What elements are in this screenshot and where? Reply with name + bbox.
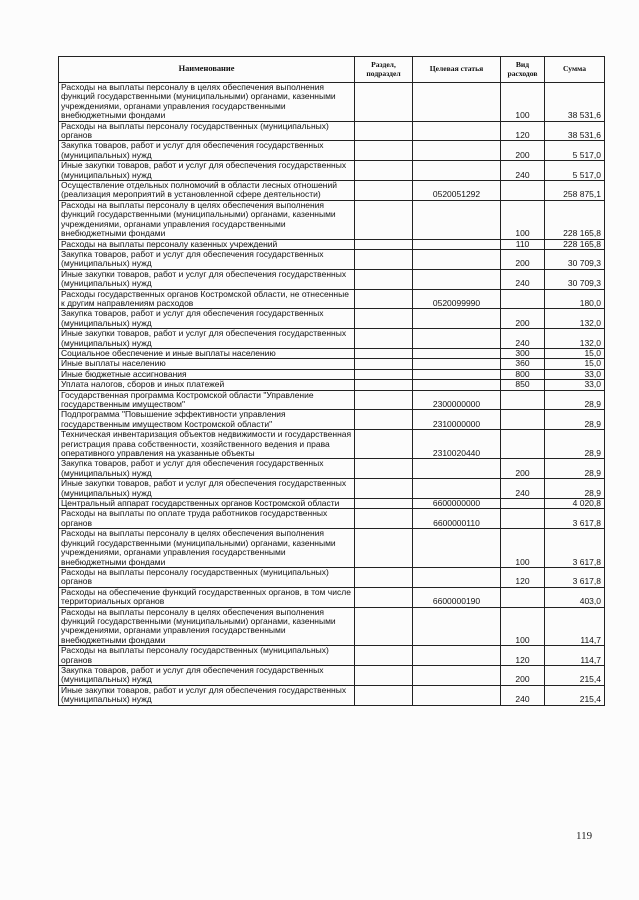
cell-kind: 120 [501, 567, 545, 587]
cell-kind [501, 289, 545, 309]
cell-kind: 200 [501, 141, 545, 161]
cell-target [413, 380, 501, 390]
cell-sum: 228 165,8 [545, 239, 605, 249]
cell-sum: 30 709,3 [545, 249, 605, 269]
cell-kind: 360 [501, 359, 545, 369]
table-row [59, 665, 605, 685]
cell-kind [501, 499, 545, 509]
cell-kind: 200 [501, 665, 545, 685]
cell-kind: 110 [501, 239, 545, 249]
table-row [59, 459, 605, 479]
cell-target: 2300000000 [413, 390, 501, 410]
cell-target [413, 309, 501, 329]
table-row [59, 348, 605, 358]
cell-sum: 114,7 [545, 607, 605, 646]
table-row [59, 309, 605, 329]
cell-sum: 28,9 [545, 459, 605, 479]
cell-kind: 300 [501, 348, 545, 358]
table-row [59, 359, 605, 369]
table-row [59, 289, 605, 309]
cell-kind [501, 587, 545, 607]
cell-name: Закупка товаров, работ и услуг для обеспечения государственных (муниципальных) нужд [59, 141, 355, 161]
header-name: Наименование [59, 57, 355, 83]
cell-sum: 38 531,6 [545, 83, 605, 122]
cell-section [355, 479, 413, 499]
cell-target [413, 200, 501, 239]
cell-name: Расходы на выплаты персоналу в целях обеспечения выполнения функций государственными (муниципальными) органами, казенными учреждениями, органами управления государственными внебюджетными фондами [59, 529, 355, 568]
cell-sum: 215,4 [545, 665, 605, 685]
table-row [59, 161, 605, 181]
cell-name: Расходы на выплаты персоналу государственных (муниципальных) органов [59, 646, 355, 666]
cell-section [355, 646, 413, 666]
cell-target: 0520051292 [413, 181, 501, 201]
table-row [59, 529, 605, 568]
cell-kind: 850 [501, 380, 545, 390]
cell-section [355, 200, 413, 239]
table-row [59, 181, 605, 201]
cell-name: Иные закупки товаров, работ и услуг для обеспечения государственных (муниципальных) нужд [59, 479, 355, 499]
cell-sum: 15,0 [545, 359, 605, 369]
header-kind: Вид расходов [501, 57, 545, 83]
cell-name: Закупка товаров, работ и услуг для обеспечения государственных (муниципальных) нужд [59, 309, 355, 329]
cell-sum: 132,0 [545, 329, 605, 349]
cell-target [413, 239, 501, 249]
table-row [59, 646, 605, 666]
cell-name: Расходы на выплаты персоналу казенных учреждений [59, 239, 355, 249]
cell-name: Расходы на выплаты по оплате труда работников государственных органов [59, 509, 355, 529]
cell-kind: 100 [501, 607, 545, 646]
cell-section [355, 181, 413, 201]
cell-sum: 132,0 [545, 309, 605, 329]
cell-section [355, 269, 413, 289]
cell-section [355, 348, 413, 358]
cell-target [413, 369, 501, 379]
cell-section [355, 509, 413, 529]
cell-target: 2310000000 [413, 410, 501, 430]
cell-section [355, 607, 413, 646]
cell-sum: 28,9 [545, 430, 605, 459]
cell-sum: 28,9 [545, 410, 605, 430]
cell-section [355, 309, 413, 329]
cell-name: Расходы на выплаты персоналу в целях обеспечения выполнения функций государственными (муниципальными) органами, казенными учреждениями, органами управления государственными внебюджетными фондами [59, 607, 355, 646]
cell-name: Закупка товаров, работ и услуг для обеспечения государственных (муниципальных) нужд [59, 665, 355, 685]
cell-name: Расходы на выплаты персоналу в целях обеспечения выполнения функций государственными (муниципальными) органами, казенными учреждениями, органами управления государственными внебюджетными фондами [59, 200, 355, 239]
cell-target [413, 269, 501, 289]
cell-name: Иные выплаты населению [59, 359, 355, 369]
cell-section [355, 390, 413, 410]
cell-target [413, 161, 501, 181]
cell-section [355, 685, 413, 705]
cell-sum: 3 617,8 [545, 529, 605, 568]
cell-kind: 120 [501, 121, 545, 141]
cell-target [413, 459, 501, 479]
cell-kind: 200 [501, 249, 545, 269]
cell-kind: 120 [501, 646, 545, 666]
cell-section [355, 380, 413, 390]
cell-target: 6600000190 [413, 587, 501, 607]
cell-section [355, 141, 413, 161]
cell-sum: 3 617,8 [545, 567, 605, 587]
cell-sum: 5 517,0 [545, 161, 605, 181]
cell-section [355, 410, 413, 430]
cell-section [355, 121, 413, 141]
cell-name: Закупка товаров, работ и услуг для обеспечения государственных (муниципальных) нужд [59, 249, 355, 269]
cell-target [413, 665, 501, 685]
cell-kind: 240 [501, 161, 545, 181]
cell-name: Уплата налогов, сборов и иных платежей [59, 380, 355, 390]
cell-name: Иные закупки товаров, работ и услуг для обеспечения государственных (муниципальных) нужд [59, 685, 355, 705]
table-row [59, 200, 605, 239]
page-number: 119 [576, 830, 593, 842]
cell-sum: 30 709,3 [545, 269, 605, 289]
cell-section [355, 459, 413, 479]
cell-kind: 800 [501, 369, 545, 379]
cell-target [413, 607, 501, 646]
cell-target: 6600000000 [413, 499, 501, 509]
table-row [59, 567, 605, 587]
cell-sum: 5 517,0 [545, 141, 605, 161]
cell-sum: 4 020,8 [545, 499, 605, 509]
table-row [59, 380, 605, 390]
table-row [59, 685, 605, 705]
cell-name: Расходы на выплаты персоналу государственных (муниципальных) органов [59, 121, 355, 141]
header-section: Раздел, подраздел [355, 57, 413, 83]
cell-name: Расходы на выплаты персоналу государственных (муниципальных) органов [59, 567, 355, 587]
cell-name: Техническая инвентаризация объектов недвижимости и государственная регистрация права собственности, хозяйственного ведения и права оперативного управления на указанные объекты [59, 430, 355, 459]
cell-section [355, 329, 413, 349]
cell-section [355, 359, 413, 369]
cell-sum: 38 531,6 [545, 121, 605, 141]
budget-table [58, 56, 605, 706]
cell-kind: 240 [501, 329, 545, 349]
cell-section [355, 249, 413, 269]
cell-target: 6600000110 [413, 509, 501, 529]
cell-target [413, 529, 501, 568]
cell-section [355, 567, 413, 587]
table-row [59, 430, 605, 459]
cell-sum: 114,7 [545, 646, 605, 666]
cell-sum: 403,0 [545, 587, 605, 607]
header-target: Целевая статья [413, 57, 501, 83]
cell-sum: 228 165,8 [545, 200, 605, 239]
cell-target [413, 83, 501, 122]
cell-sum: 15,0 [545, 348, 605, 358]
cell-target [413, 359, 501, 369]
cell-section [355, 369, 413, 379]
cell-target [413, 567, 501, 587]
cell-sum: 215,4 [545, 685, 605, 705]
cell-kind: 200 [501, 309, 545, 329]
table-row [59, 509, 605, 529]
cell-section [355, 430, 413, 459]
cell-name: Иные бюджетные ассигнования [59, 369, 355, 379]
cell-name: Расходы на выплаты персоналу в целях обеспечения выполнения функций государственными (муниципальными) органами, казенными учреждениями, органами управления государственными внебюджетными фондами [59, 83, 355, 122]
cell-section [355, 161, 413, 181]
table-row [59, 410, 605, 430]
cell-section [355, 529, 413, 568]
cell-kind: 100 [501, 83, 545, 122]
table-row [59, 607, 605, 646]
cell-kind: 200 [501, 459, 545, 479]
table-row [59, 249, 605, 269]
cell-section [355, 239, 413, 249]
cell-kind: 240 [501, 479, 545, 499]
cell-section [355, 289, 413, 309]
cell-kind: 240 [501, 685, 545, 705]
table-row [59, 390, 605, 410]
cell-target [413, 121, 501, 141]
cell-target: 2310020440 [413, 430, 501, 459]
table-row [59, 239, 605, 249]
table-row [59, 83, 605, 122]
cell-sum: 258 875,1 [545, 181, 605, 201]
cell-sum: 33,0 [545, 380, 605, 390]
header-sum: Сумма [545, 57, 605, 83]
cell-name: Иные закупки товаров, работ и услуг для обеспечения государственных (муниципальных) нужд [59, 269, 355, 289]
cell-name: Подпрограмма "Повышение эффективности управления государственным имуществом Костромской области" [59, 410, 355, 430]
cell-section [355, 587, 413, 607]
cell-name: Центральный аппарат государственных органов Костромской области [59, 499, 355, 509]
cell-section [355, 83, 413, 122]
cell-target [413, 329, 501, 349]
cell-sum: 3 617,8 [545, 509, 605, 529]
cell-kind: 240 [501, 269, 545, 289]
cell-name: Иные закупки товаров, работ и услуг для обеспечения государственных (муниципальных) нужд [59, 161, 355, 181]
cell-kind [501, 430, 545, 459]
table-row [59, 587, 605, 607]
cell-name: Расходы государственных органов Костромской области, не отнесенные к другим направлениям расходов [59, 289, 355, 309]
cell-target [413, 479, 501, 499]
cell-name: Социальное обеспечение и иные выплаты населению [59, 348, 355, 358]
cell-name: Закупка товаров, работ и услуг для обеспечения государственных (муниципальных) нужд [59, 459, 355, 479]
cell-name: Иные закупки товаров, работ и услуг для обеспечения государственных (муниципальных) нужд [59, 329, 355, 349]
cell-kind [501, 390, 545, 410]
cell-sum: 33,0 [545, 369, 605, 379]
table-row [59, 121, 605, 141]
cell-sum: 28,9 [545, 479, 605, 499]
table-row [59, 329, 605, 349]
cell-kind [501, 181, 545, 201]
cell-kind [501, 509, 545, 529]
table-row [59, 479, 605, 499]
cell-sum: 28,9 [545, 390, 605, 410]
cell-kind [501, 410, 545, 430]
table-row [59, 499, 605, 509]
cell-sum: 180,0 [545, 289, 605, 309]
cell-name: Расходы на обеспечение функций государственных органов, в том числе территориальных органов [59, 587, 355, 607]
cell-kind: 100 [501, 529, 545, 568]
table-header-row [59, 57, 605, 83]
table-body [59, 83, 605, 706]
cell-section [355, 499, 413, 509]
table-row [59, 269, 605, 289]
cell-target [413, 249, 501, 269]
cell-target: 0520099990 [413, 289, 501, 309]
cell-target [413, 685, 501, 705]
cell-name: Государственная программа Костромской области "Управление государственным имуществом" [59, 390, 355, 410]
table-row [59, 369, 605, 379]
cell-target [413, 348, 501, 358]
cell-target [413, 141, 501, 161]
cell-name: Осуществление отдельных полномочий в области лесных отношений (реализация мероприятий в установленной сфере деятельности) [59, 181, 355, 201]
cell-target [413, 646, 501, 666]
cell-section [355, 665, 413, 685]
cell-kind: 100 [501, 200, 545, 239]
table-row [59, 141, 605, 161]
